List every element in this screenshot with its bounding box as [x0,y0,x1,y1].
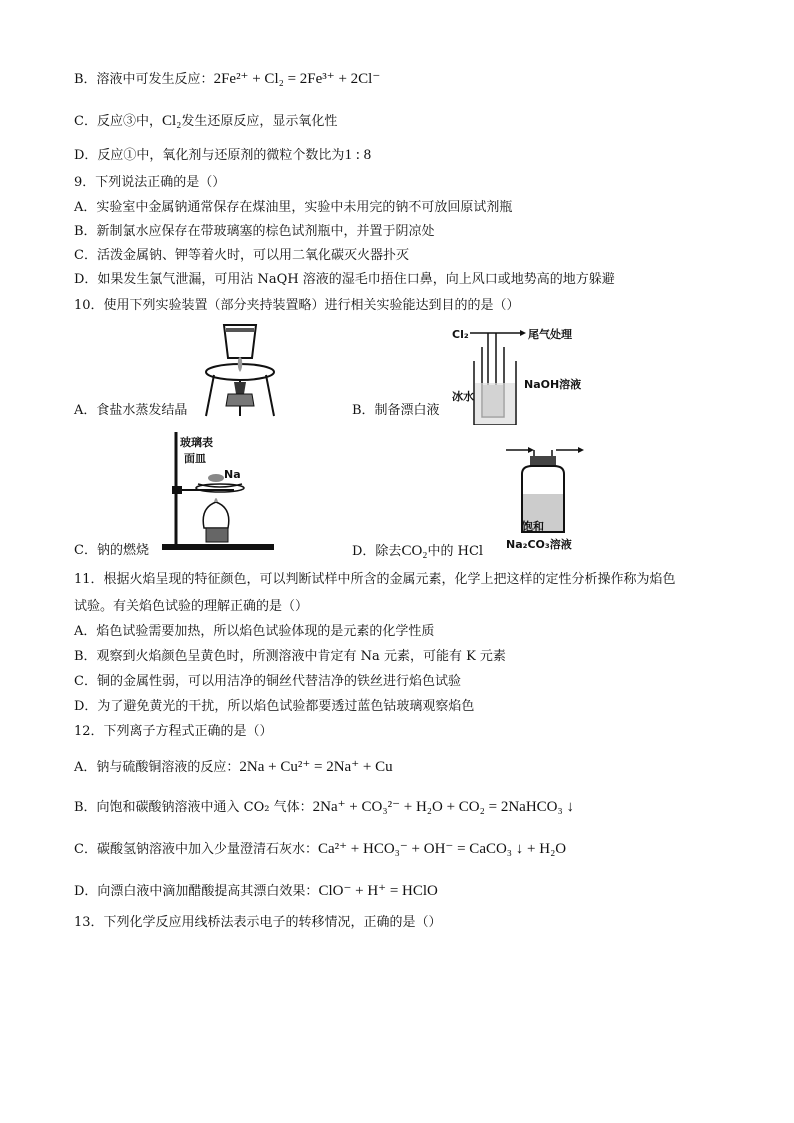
option-text: A．钠与硫酸铜溶液的反应： [74,760,240,775]
figure-a-caption: A．食盐水蒸发结晶 [74,403,188,418]
ice-water-label: 冰水 [452,390,474,403]
question-12-stem: 12．下列离子方程式正确的是（） [74,724,273,739]
figure-d-caption [352,542,483,561]
sodium-combustion-figure [160,430,280,552]
question-11-option-d: D．为了避免黄光的干扰，所以焰色试验都要透过蓝色钴玻璃观察焰色 [74,699,475,714]
caption-text: 中的 HCl [427,544,484,559]
option-text: C．反应③中， [74,114,162,129]
naoh-label: NaOH溶液 [524,378,582,391]
formula: Ca²⁺ + HCO₃⁻ + OH⁻ = CaCO₃ ↓ + H₂O [317,841,567,857]
question-12-option-d [74,882,438,901]
question-12-option-c [74,840,566,859]
formula: 2Na + Cu²⁺ = 2Na⁺ + Cu [239,759,393,775]
formula: ClO⁻ + H⁺ = HClO [318,883,438,899]
na-label: Na [224,468,241,481]
option-b-line [74,70,380,89]
option-text: D．向漂白液中滴加醋酸提高其漂白效果： [74,884,319,899]
na2co3-label: Na₂CO₃溶液 [506,538,572,551]
question-12-option-b [74,798,574,817]
question-9-option-c: C．活泼金属钠、钾等着火时，可以用二氧化碳灭火器扑灭 [74,248,409,263]
evaporation-apparatus-figure [200,320,280,420]
option-d-line [74,146,371,165]
question-13-stem: 13．下列化学反应用线桥法表示电子的转移情况，正确的是（） [74,915,442,930]
question-10-stem: 10．使用下列实验装置（部分夹持装置略）进行相关实验能达到目的的是（） [74,298,520,313]
question-11-stem-cont: 试验。有关焰色试验的理解正确的是（） [74,599,309,614]
tail-gas-label: 尾气处理 [528,328,572,341]
question-12-option-a [74,758,393,777]
saturated-label: 饱和 [522,520,544,533]
formula: CO₂ [401,543,428,559]
question-9-option-d: D．如果发生氯气泄漏，可用沾 NaQH 溶液的湿毛巾捂住口鼻，向上风口或地势高的地方躲避 [74,272,615,287]
question-11-option-a: A．焰色试验需要加热，所以焰色试验体现的是元素的化学性质 [74,624,435,639]
option-text: B．向饱和碳酸钠溶液中通入 CO₂ 气体： [74,800,313,815]
caption-text: D．除去 [352,544,402,559]
formula: 2Na⁺ + CO₃²⁻ + H₂O + CO₂ = 2NaHCO₃ ↓ [312,799,574,815]
gas-washing-bottle-figure [504,444,584,536]
watch-glass-label-1: 玻璃表 [180,436,213,449]
question-11-stem: 11．根据火焰呈现的特征颜色，可以判断试样中所含的金属元素，化学上把这样的定性分析操作称为焰色 [74,572,676,587]
question-11-option-b: B．观察到火焰颜色呈黄色时，所测溶液中肯定有 Na 元素，可能有 K 元素 [74,649,506,664]
formula: Cl₂ [161,113,182,129]
option-text: C．碳酸氢钠溶液中加入少量澄清石灰水： [74,842,318,857]
option-text: 发生还原反应，显示氧化性 [181,114,338,129]
option-c-line [74,112,337,131]
question-11-option-c: C．铜的金属性弱，可以用洁净的铜丝代替洁净的铁丝进行焰色试验 [74,674,461,689]
option-text: B．溶液中可发生反应： [74,72,214,87]
figure-c-caption: C．钠的燃烧 [74,543,149,558]
formula: 1 : 8 [344,147,372,163]
figure-b-caption: B．制备漂白液 [352,403,440,418]
watch-glass-label-2: 面皿 [184,452,206,465]
option-text: D．反应①中，氧化剂与还原剂的微粒个数比为 [74,148,345,163]
question-9-stem: 9．下列说法正确的是（） [74,175,226,190]
cl2-label: Cl₂ [452,328,469,341]
question-9-option-a: A．实验室中金属钠通常保存在煤油里，实验中未用完的钠不可放回原试剂瓶 [74,200,513,215]
formula: 2Fe²⁺ + Cl₂ = 2Fe³⁺ + 2Cl⁻ [213,71,381,87]
question-9-option-b: B．新制氯水应保存在带玻璃塞的棕色试剂瓶中，并置于阴凉处 [74,224,435,239]
